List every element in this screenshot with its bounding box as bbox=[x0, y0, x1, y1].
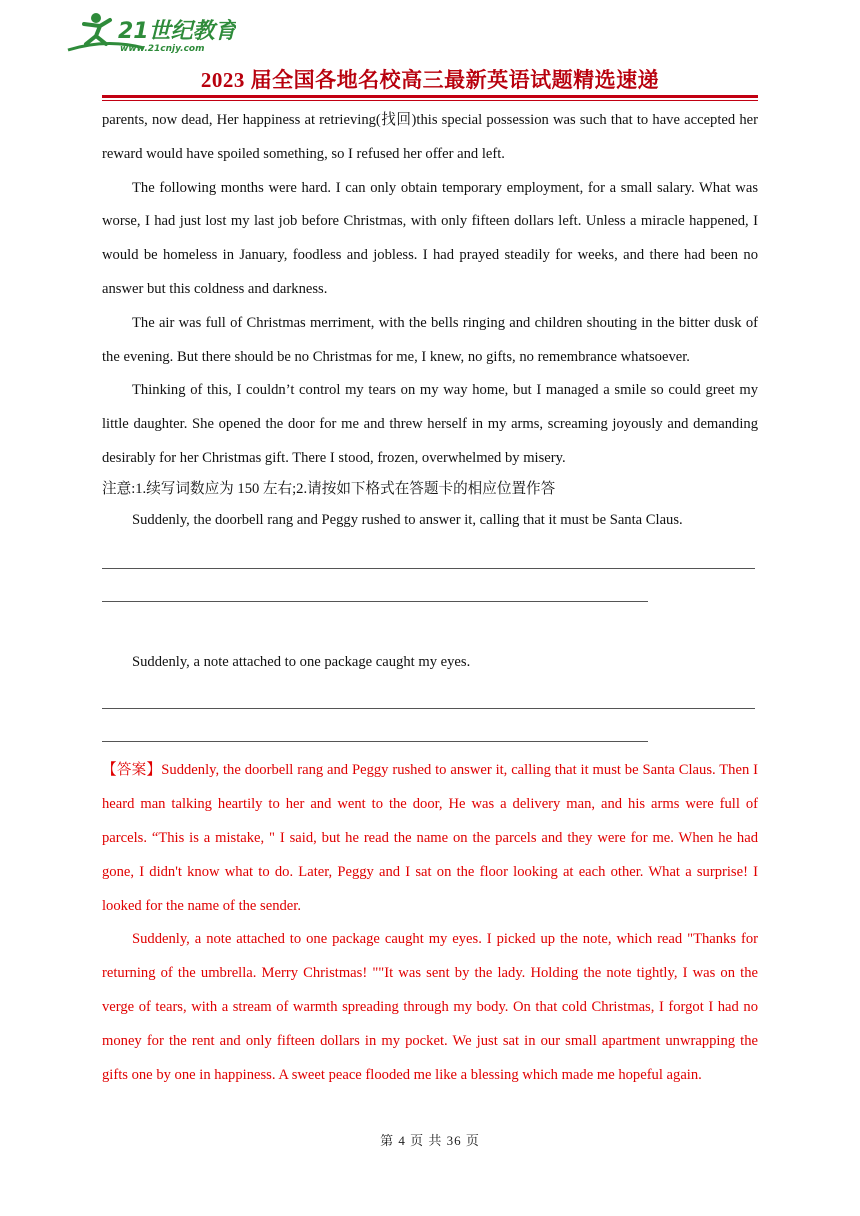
paragraph-2: The following months were hard. I can only obtain temporary employment, for a small salary. What was worse, I had just lost my last job before Christmas, with only fifteen dollars left. Unless a miracle happened, I would be homeless in January, foodless and jobless. I had prayed steadily for weeks, and there had been no answer but this coldness and darkness. bbox=[102, 179, 758, 297]
answer-text-1: Suddenly, the doorbell rang and Peggy rushed to answer it, calling that it must be Santa Claus. Then I heard man talking heartily to her and went to the door, He was a delivery man, and his arms were full of parcels. “This is a mistake, " I said, but he read the name on the parcels and they were for me. When he had gone, I didn't know what to do. Later, Peggy and I sat on the floor looking at each other. What a surprise! I looked for the name of the sender. bbox=[102, 762, 758, 914]
instructions-note: 注意:1.续写词数应为 150 左右;2.请按如下格式在答题卡的相应位置作答 bbox=[102, 480, 556, 497]
logo-url: www.21cnjy.com bbox=[120, 44, 205, 54]
paragraph-4: Thinking of this, I couldn’t control my tears on my way home, but I managed a smile so could greet my little daughter. She opened the door for me and threw herself in my arms, screaming joyously and demanding desirably for her Christmas gift. There I stood, frozen, overwhelmed by misery. bbox=[102, 382, 758, 466]
logo-text: 21世纪教育 bbox=[118, 19, 236, 44]
answer-paragraph-2: Suddenly, a note attached to one package caught my eyes. I picked up the note, which read "Thanks for returning of the umbrella. Merry Christmas! ""It was sent by the lady. Holding the note tightly, I was on the verge of tears, with a stream of warmth spreading through my body. On that cold Christmas, I forgot I had no money for the rent and only fifteen dollars in my pocket. We just sat in our small apartment unwrapping the gifts one by one in happiness. A sweet peace flooded me like a blessing which made me hopeful again. bbox=[102, 931, 758, 1083]
paragraph-3: The air was full of Christmas merriment, with the bells ringing and children shouting in the bitter dusk of the evening. But there should be no Christmas for me, I knew, no gifts, no remembrance whatsoever. bbox=[102, 314, 758, 365]
page-footer: 第 4 页 共 36 页 bbox=[380, 1133, 480, 1148]
paragraph-1: parents, now dead, Her happiness at retrieving(找回)this special possession was such that to have accepted her reward would have spoiled something, so I refused her offer and left. bbox=[102, 112, 758, 162]
answer-tag: 【答案】 bbox=[102, 762, 162, 779]
document-title: 2023 届全国各地名校高三最新英语试题精选速递 bbox=[200, 68, 660, 92]
logo-runner-icon bbox=[66, 10, 236, 54]
continuation-prompt-2: Suddenly, a note attached to one package caught my eyes. bbox=[132, 653, 471, 670]
header-rule-thick bbox=[102, 95, 758, 98]
answer-paragraph-1 bbox=[102, 754, 758, 923]
logo bbox=[66, 10, 236, 54]
page-content bbox=[102, 104, 758, 1092]
continuation-prompt-1: Suddenly, the doorbell rang and Peggy rushed to answer it, calling that it must be Santa Claus. bbox=[132, 511, 683, 528]
header-rule-thin bbox=[102, 100, 758, 101]
